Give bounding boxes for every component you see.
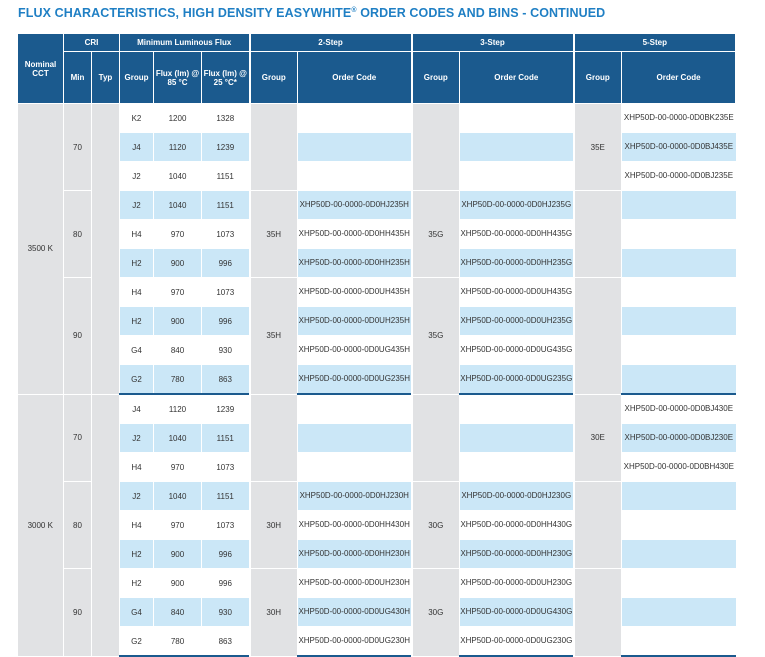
order-code-2step: XHP50D-00-0000-0D0UG430H — [298, 598, 412, 627]
flux-25-cell: 1073 — [202, 453, 250, 482]
order-code-3step: XHP50D-00-0000-0D0HH230G — [460, 540, 574, 569]
flux-group-cell: H4 — [120, 278, 154, 307]
order-code-3step: XHP50D-00-0000-0D0HH435G — [460, 220, 574, 249]
order-code-2step: XHP50D-00-0000-0D0HJ230H — [298, 482, 412, 511]
table-row — [18, 453, 736, 482]
flux-25-cell: 996 — [202, 249, 250, 278]
bin-2step-cell — [250, 104, 298, 191]
bin-5step-cell — [574, 278, 622, 395]
flux-group-cell: K2 — [120, 104, 154, 133]
order-code-3step: XHP50D-00-0000-0D0UG230G — [460, 627, 574, 657]
flux-25-cell: 996 — [202, 307, 250, 336]
order-code-5step — [622, 511, 736, 540]
flux-85-cell: 1040 — [154, 191, 202, 220]
order-code-2step — [298, 394, 412, 424]
order-code-2step: XHP50D-00-0000-0D0HH235H — [298, 249, 412, 278]
order-code-5step — [622, 220, 736, 249]
header-5-step-group: Group — [574, 52, 622, 104]
order-code-2step: XHP50D-00-0000-0D0HJ235H — [298, 191, 412, 220]
table-row — [18, 220, 736, 249]
bin-3step-cell: 30G — [412, 569, 460, 657]
order-code-3step: XHP50D-00-0000-0D0UG435G — [460, 336, 574, 365]
order-code-3step: XHP50D-00-0000-0D0HJ235G — [460, 191, 574, 220]
bin-5step-cell: 30E — [574, 394, 622, 482]
header-5-step: 5-Step — [574, 34, 736, 52]
flux-group-cell: H2 — [120, 249, 154, 278]
order-code-5step — [622, 598, 736, 627]
bin-3step-cell: 35G — [412, 191, 460, 278]
table-row — [18, 627, 736, 657]
table-row — [18, 394, 736, 424]
flux-25-cell: 1239 — [202, 133, 250, 162]
header-5-step-order-code: Order Code — [622, 52, 736, 104]
order-code-2step: XHP50D-00-0000-0D0HH430H — [298, 511, 412, 540]
order-code-5step — [622, 336, 736, 365]
table-row — [18, 278, 736, 307]
flux-group-cell: H4 — [120, 220, 154, 249]
order-code-3step — [460, 162, 574, 191]
table-row — [18, 133, 736, 162]
bin-5step-cell — [574, 191, 622, 278]
flux-25-cell: 930 — [202, 598, 250, 627]
order-code-5step — [622, 278, 736, 307]
bin-5step-cell — [574, 569, 622, 657]
header-3-step-group: Group — [412, 52, 460, 104]
flux-85-cell: 1040 — [154, 482, 202, 511]
order-code-2step: XHP50D-00-0000-0D0UH435H — [298, 278, 412, 307]
order-code-5step: XHP50D-00-0000-0D0BJ235E — [622, 162, 736, 191]
header-3-step-order-code: Order Code — [460, 52, 574, 104]
header-flux-group: Group — [120, 52, 154, 104]
flux-group-cell: J4 — [120, 394, 154, 424]
order-code-5step — [622, 191, 736, 220]
bin-3step-cell: 30G — [412, 482, 460, 569]
table-row — [18, 104, 736, 133]
flux-85-cell: 900 — [154, 540, 202, 569]
flux-85-cell: 970 — [154, 453, 202, 482]
order-code-5step — [622, 482, 736, 511]
order-code-5step: XHP50D-00-0000-0D0BJ430E — [622, 394, 736, 424]
flux-25-cell: 1073 — [202, 278, 250, 307]
bin-2step-cell: 30H — [250, 569, 298, 657]
flux-group-cell: J2 — [120, 162, 154, 191]
flux-85-cell: 970 — [154, 220, 202, 249]
flux-group-cell: J4 — [120, 133, 154, 162]
header-cri: CRI — [64, 34, 120, 52]
order-code-3step: XHP50D-00-0000-0D0HH235G — [460, 249, 574, 278]
order-code-2step: XHP50D-00-0000-0D0UH235H — [298, 307, 412, 336]
order-code-3step — [460, 424, 574, 453]
order-code-3step: XHP50D-00-0000-0D0HJ230G — [460, 482, 574, 511]
table-row — [18, 511, 736, 540]
order-code-5step — [622, 569, 736, 598]
flux-85-cell: 1200 — [154, 104, 202, 133]
table-row — [18, 598, 736, 627]
table-row — [18, 249, 736, 278]
order-code-5step: XHP50D-00-0000-0D0BJ230E — [622, 424, 736, 453]
flux-85-cell: 1120 — [154, 394, 202, 424]
bin-3step-cell: 35G — [412, 278, 460, 395]
order-code-5step — [622, 307, 736, 336]
order-code-3step — [460, 104, 574, 133]
flux-25-cell: 1151 — [202, 191, 250, 220]
order-code-3step: XHP50D-00-0000-0D0UG430G — [460, 598, 574, 627]
order-code-2step: XHP50D-00-0000-0D0HH435H — [298, 220, 412, 249]
header-3-step: 3-Step — [412, 34, 574, 52]
order-code-3step — [460, 394, 574, 424]
table-row — [18, 307, 736, 336]
bin-2step-cell: 35H — [250, 191, 298, 278]
header-2-step-group: Group — [250, 52, 298, 104]
flux-25-cell: 1151 — [202, 482, 250, 511]
flux-25-cell: 1328 — [202, 104, 250, 133]
flux-group-cell: H2 — [120, 569, 154, 598]
bin-2step-cell: 30H — [250, 482, 298, 569]
order-code-3step: XHP50D-00-0000-0D0UH435G — [460, 278, 574, 307]
flux-85-cell: 1040 — [154, 162, 202, 191]
order-code-2step — [298, 104, 412, 133]
bin-5step-cell: 35E — [574, 104, 622, 191]
order-code-3step — [460, 453, 574, 482]
flux-group-cell: G2 — [120, 627, 154, 657]
order-code-2step: XHP50D-00-0000-0D0UH230H — [298, 569, 412, 598]
order-code-2step — [298, 424, 412, 453]
flux-group-cell: G2 — [120, 365, 154, 395]
flux-85-cell: 900 — [154, 569, 202, 598]
bin-5step-cell — [574, 482, 622, 569]
header-flux-25c: Flux (lm) @ 25 °C* — [202, 52, 250, 104]
flux-group-cell: G4 — [120, 336, 154, 365]
order-code-5step — [622, 540, 736, 569]
order-code-5step: XHP50D-00-0000-0D0BH430E — [622, 453, 736, 482]
flux-25-cell: 1151 — [202, 424, 250, 453]
order-code-5step — [622, 249, 736, 278]
cri-min-cell: 70 — [64, 394, 92, 482]
flux-25-cell: 863 — [202, 365, 250, 395]
flux-group-cell: H4 — [120, 511, 154, 540]
flux-85-cell: 1040 — [154, 424, 202, 453]
flux-85-cell: 970 — [154, 278, 202, 307]
table-row — [18, 365, 736, 395]
order-code-3step: XHP50D-00-0000-0D0HH430G — [460, 511, 574, 540]
flux-group-cell: G4 — [120, 598, 154, 627]
flux-group-cell: J2 — [120, 191, 154, 220]
bin-2step-cell — [250, 394, 298, 482]
flux-85-cell: 780 — [154, 627, 202, 657]
header-cri-typ: Typ — [92, 52, 120, 104]
flux-85-cell: 840 — [154, 336, 202, 365]
cri-min-cell: 70 — [64, 104, 92, 191]
flux-85-cell: 1120 — [154, 133, 202, 162]
cri-typ-cell — [92, 104, 120, 395]
bin-2step-cell: 35H — [250, 278, 298, 395]
order-code-2step: XHP50D-00-0000-0D0UG235H — [298, 365, 412, 395]
order-code-5step: XHP50D-00-0000-0D0BK235E — [622, 104, 736, 133]
flux-25-cell: 1073 — [202, 511, 250, 540]
page-title: FLUX CHARACTERISTICS, HIGH DENSITY EASYWHITE® ORDER CODES AND BINS - CONTINUED — [18, 6, 606, 20]
flux-25-cell: 1073 — [202, 220, 250, 249]
order-code-3step: XHP50D-00-0000-0D0UH230G — [460, 569, 574, 598]
cri-min-cell: 80 — [64, 482, 92, 569]
header-2-step: 2-Step — [250, 34, 412, 52]
order-code-3step — [460, 133, 574, 162]
table-row — [18, 191, 736, 220]
cct-cell: 3000 K — [18, 394, 64, 656]
order-code-3step: XHP50D-00-0000-0D0UH235G — [460, 307, 574, 336]
flux-order-code-table — [17, 33, 736, 657]
bin-3step-cell — [412, 104, 460, 191]
cri-min-cell: 90 — [64, 278, 92, 395]
cri-typ-cell — [92, 394, 120, 656]
cri-min-cell: 90 — [64, 569, 92, 657]
flux-85-cell: 900 — [154, 249, 202, 278]
order-code-5step: XHP50D-00-0000-0D0BJ435E — [622, 133, 736, 162]
flux-85-cell: 840 — [154, 598, 202, 627]
order-code-2step: XHP50D-00-0000-0D0UG230H — [298, 627, 412, 657]
flux-25-cell: 930 — [202, 336, 250, 365]
order-code-2step: XHP50D-00-0000-0D0HH230H — [298, 540, 412, 569]
flux-group-cell: J2 — [120, 424, 154, 453]
order-code-2step: XHP50D-00-0000-0D0UG435H — [298, 336, 412, 365]
table-row — [18, 162, 736, 191]
order-code-5step — [622, 627, 736, 657]
flux-group-cell: H4 — [120, 453, 154, 482]
table-row — [18, 336, 736, 365]
table-row — [18, 540, 736, 569]
header-cri-min: Min — [64, 52, 92, 104]
flux-25-cell: 1239 — [202, 394, 250, 424]
order-code-2step — [298, 133, 412, 162]
header-nominal-cct: Nominal CCT — [18, 34, 64, 104]
flux-85-cell: 900 — [154, 307, 202, 336]
header-min-luminous-flux: Minimum Luminous Flux — [120, 34, 250, 52]
bin-3step-cell — [412, 394, 460, 482]
flux-group-cell: J2 — [120, 482, 154, 511]
flux-85-cell: 780 — [154, 365, 202, 395]
flux-25-cell: 996 — [202, 569, 250, 598]
order-code-2step — [298, 453, 412, 482]
flux-group-cell: H2 — [120, 540, 154, 569]
header-flux-85c: Flux (lm) @ 85 °C — [154, 52, 202, 104]
header-2-step-order-code: Order Code — [298, 52, 412, 104]
flux-25-cell: 863 — [202, 627, 250, 657]
table-row — [18, 424, 736, 453]
flux-85-cell: 970 — [154, 511, 202, 540]
order-code-5step — [622, 365, 736, 395]
order-code-3step: XHP50D-00-0000-0D0UG235G — [460, 365, 574, 395]
flux-25-cell: 1151 — [202, 162, 250, 191]
table-row — [18, 569, 736, 598]
flux-25-cell: 996 — [202, 540, 250, 569]
order-code-2step — [298, 162, 412, 191]
cri-min-cell: 80 — [64, 191, 92, 278]
cct-cell: 3500 K — [18, 104, 64, 395]
flux-group-cell: H2 — [120, 307, 154, 336]
table-row — [18, 482, 736, 511]
